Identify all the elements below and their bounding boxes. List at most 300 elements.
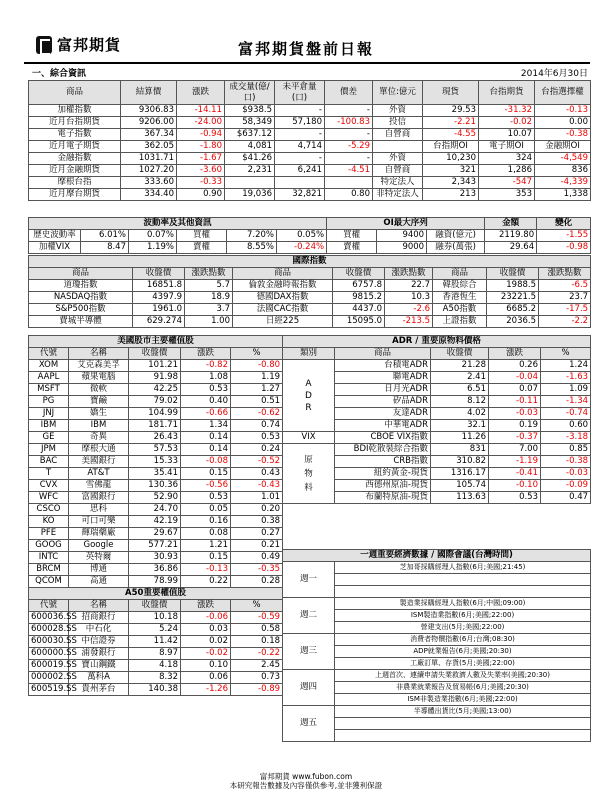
table-cell: Google	[69, 540, 129, 552]
table-cell: 0.53	[489, 492, 541, 504]
table-cell: 29.67	[129, 528, 181, 540]
table-cell: 600019.SS	[29, 660, 69, 672]
table-cell: 58,349	[225, 117, 275, 129]
event-item: 芝加哥採購經理人指數(6月;美國;21:45)	[335, 562, 591, 574]
table-cell: 1.27	[231, 384, 283, 396]
column-header: 金額	[485, 218, 537, 230]
table-cell: 600028.SS	[29, 624, 69, 636]
table-cell: -0.02	[181, 648, 231, 660]
column-header: 商品	[335, 348, 431, 360]
table-cell: 0.07%	[129, 230, 177, 242]
table-cell: 000002.SS	[29, 672, 69, 684]
table-row	[29, 304, 591, 316]
table-cell: 42.19	[129, 516, 181, 528]
table-row	[29, 189, 591, 201]
column-header: 現貨	[423, 81, 479, 105]
table-cell: 15.33	[129, 456, 181, 468]
footer	[0, 772, 612, 790]
table-cell: S&P500指數	[29, 304, 133, 316]
table-cell: -0.62	[231, 408, 283, 420]
table-cell: 金融期OI	[535, 141, 591, 153]
table-cell: 日經225	[233, 316, 333, 328]
table-cell: -0.22	[231, 648, 283, 660]
table-cell: -0.74	[541, 408, 591, 420]
table-cell: 電子指數	[29, 129, 121, 141]
table-title-row	[29, 588, 283, 600]
table-cell: 9400	[377, 230, 427, 242]
table-cell: 0.00	[535, 117, 591, 129]
table-cell: -4,549	[535, 153, 591, 165]
column-header: 漲跌	[181, 600, 231, 612]
table-row	[29, 540, 283, 552]
table-header-row	[283, 348, 591, 360]
table-header-row	[29, 600, 283, 612]
column-header: 類別	[283, 348, 335, 360]
table-cell: 美國銀行	[69, 456, 129, 468]
table-cell: 德國DAX指數	[233, 292, 333, 304]
table-cell: 79.02	[129, 396, 181, 408]
table-cell: 倫敦金融時報指數	[233, 280, 333, 292]
table-cell: CRB指數	[335, 456, 431, 468]
table-cell: 29.64	[485, 242, 537, 254]
table-cell: 萬科A	[69, 672, 129, 684]
table-row	[29, 141, 591, 153]
table-cell: 831	[431, 444, 489, 456]
table-cell: 法國CAC指數	[233, 304, 333, 316]
table-cell: 4.18	[129, 660, 181, 672]
table-cell: 費城半導體	[29, 316, 133, 328]
company-name: 富邦期貨	[57, 36, 122, 54]
table-cell: -1.26	[181, 684, 231, 696]
column-header: 結算價	[121, 81, 177, 105]
table-cell: 香港恆生	[433, 292, 487, 304]
table-cell: 浦發銀行	[69, 648, 129, 660]
event-item: ISM製造業指數(6月;美國;22:00)	[335, 610, 591, 622]
table-cell: -14.11	[177, 105, 225, 117]
table-cell: 0.74	[231, 420, 283, 432]
table-cell: 加權VIX	[29, 242, 81, 254]
table-cell: -0.10	[489, 480, 541, 492]
table-cell: 0.43	[231, 468, 283, 480]
table-row	[29, 516, 283, 528]
table-cell: 0.53	[181, 384, 231, 396]
column-header: 名稱	[69, 348, 129, 360]
table-cell: 629.274	[133, 316, 185, 328]
event-item	[335, 730, 591, 742]
table-cell: -	[275, 105, 325, 117]
table-cell: $637.12	[225, 129, 275, 141]
table-cell: 0.07	[489, 384, 541, 396]
table-cell: 9815.2	[333, 292, 385, 304]
column-header: 單位:億元	[373, 81, 423, 105]
column-header: 收盤價	[487, 268, 539, 280]
table-row	[283, 432, 591, 444]
table-cell: BAC	[29, 456, 69, 468]
table-cell: 0.40	[181, 396, 231, 408]
table-cell: A50指數	[433, 304, 487, 316]
table-row	[29, 672, 283, 684]
table-cell: 8.47	[81, 242, 129, 254]
table-cell: 321	[423, 165, 479, 177]
table-cell: 近月電子期貨	[29, 141, 121, 153]
weekday-label: 週五	[283, 706, 335, 742]
table-cell: 181.71	[129, 420, 181, 432]
table-row	[29, 384, 283, 396]
table-cell: 0.90	[177, 189, 225, 201]
column-header: 商品	[29, 268, 133, 280]
table-cell: 18.9	[185, 292, 233, 304]
column-header: 商品	[233, 268, 333, 280]
table-cell: -0.41	[489, 468, 541, 480]
table-cell: 嬌生	[69, 408, 129, 420]
table-cell: -24.00	[177, 117, 225, 129]
event-item: 消費者物價指數(6月;台灣;08:30)	[335, 634, 591, 646]
table-title-row	[29, 256, 591, 268]
table-cell: 52.90	[129, 492, 181, 504]
report-date: 2014年6月30日	[520, 69, 588, 79]
table-cell: 矽品ADR	[335, 396, 431, 408]
table-row	[29, 552, 283, 564]
table-cell: 213	[423, 189, 479, 201]
table-cell: IBM	[69, 420, 129, 432]
table-cell: 2,343	[423, 177, 479, 189]
event-item: 上週首次、連續申請失業救濟人數及失業率(美國;20:30)	[335, 670, 591, 682]
table-row	[29, 468, 283, 480]
table-cell: JPM	[29, 444, 69, 456]
table-cell: 21.28	[431, 360, 489, 372]
table-cell: 1.01	[231, 492, 283, 504]
table-cell: -3.60	[177, 165, 225, 177]
table-cell: -5.29	[325, 141, 373, 153]
table-cell: 0.03	[181, 624, 231, 636]
table-title-row	[283, 550, 591, 562]
table-cell: 英特爾	[69, 552, 129, 564]
table-cell: 1.09	[541, 384, 591, 396]
table-cell: 600030.SS	[29, 636, 69, 648]
column-header: 商品	[433, 268, 487, 280]
table-cell: 1,338	[535, 189, 591, 201]
column-header: 變化	[537, 218, 591, 230]
table-cell: -0.09	[541, 480, 591, 492]
table-cell: 0.27	[231, 528, 283, 540]
table-cell: 1961.0	[133, 304, 185, 316]
table-cell: CSCO	[29, 504, 69, 516]
table-row	[29, 360, 283, 372]
section-title: 國際指數	[29, 256, 591, 268]
table-cell: 6685.2	[487, 304, 539, 316]
table-title-row	[29, 336, 283, 348]
table-cell: 0.20	[231, 504, 283, 516]
table-cell: 2.41	[431, 372, 489, 384]
weekday-label: 週四	[283, 670, 335, 706]
table-cell: 6,241	[275, 165, 325, 177]
table-cell: 4437.0	[333, 304, 385, 316]
table-cell: 9306.83	[121, 105, 177, 117]
table-cell: -213.5	[385, 316, 433, 328]
table-row	[29, 117, 591, 129]
table-cell: 8.32	[129, 672, 181, 684]
table-cell: 8.12	[431, 396, 489, 408]
table-cell: -0.13	[535, 105, 591, 117]
table-cell: MSFT	[29, 384, 69, 396]
table-row	[29, 316, 591, 328]
table-cell: 非特定法人	[373, 189, 423, 201]
table-cell: 0.22	[181, 576, 231, 588]
table-cell: 0.05	[181, 504, 231, 516]
table-cell: 0.05%	[277, 230, 327, 242]
weekday-label: 週一	[283, 562, 335, 598]
table-cell: 賣權	[327, 242, 377, 254]
event-item: 非農業就業報告及貿易帳(6月;美國;20:30)	[335, 682, 591, 694]
table-cell: 富國銀行	[69, 492, 129, 504]
table-cell: -100.83	[325, 117, 373, 129]
table-cell: -0.89	[231, 684, 283, 696]
table-row	[29, 684, 283, 696]
table-cell: 57.53	[129, 444, 181, 456]
table-cell: 0.49	[231, 552, 283, 564]
table-cell: 6.51	[431, 384, 489, 396]
table-cell: 600036.SS	[29, 612, 69, 624]
table-cell: 0.02	[181, 636, 231, 648]
table-cell: 0.73	[231, 672, 283, 684]
column-header: 收盤價	[129, 348, 181, 360]
column-header: 成交量(億/口)	[225, 81, 275, 105]
table-cell: 577.21	[129, 540, 181, 552]
table-cell: 2,231	[225, 165, 275, 177]
table-cell: 摩根台指	[29, 177, 121, 189]
summary-table	[28, 80, 591, 201]
table-cell: 近月台指期貨	[29, 117, 121, 129]
table-row	[283, 706, 591, 718]
table-cell: $41.26	[225, 153, 275, 165]
event-item	[335, 586, 591, 598]
table-cell: -0.43	[231, 480, 283, 492]
event-item: ISM非製造業指數(6月;美國;22:00)	[335, 694, 591, 706]
table-cell: 310.82	[431, 456, 489, 468]
table-cell: -31.32	[479, 105, 535, 117]
section-title: 波動率及其他資訊	[29, 218, 327, 230]
table-cell: 30.93	[129, 552, 181, 564]
column-header: 漲跌點數	[185, 268, 233, 280]
table-cell: -0.59	[231, 612, 283, 624]
column-header: 漲跌	[181, 348, 231, 360]
column-header: 未平倉量(口)	[275, 81, 325, 105]
table-row	[283, 598, 591, 610]
table-cell: 8.97	[129, 648, 181, 660]
table-row	[29, 242, 591, 254]
table-cell: -0.03	[541, 468, 591, 480]
table-cell	[325, 177, 373, 189]
category-raw-materials: 原 物 料	[283, 444, 335, 504]
table-cell: -3.18	[541, 432, 591, 444]
table-cell: 9206.00	[121, 117, 177, 129]
table-cell: -0.35	[231, 564, 283, 576]
table-cell: 布蘭特原油-現貨	[335, 492, 431, 504]
table-cell: 中華電ADR	[335, 420, 431, 432]
table-cell: -4.55	[423, 129, 479, 141]
table-header-row	[29, 348, 283, 360]
table-row	[29, 528, 283, 540]
table-cell: 自營商	[373, 165, 423, 177]
table-cell: 買權	[327, 230, 377, 242]
table-cell: 近月摩台期貨	[29, 189, 121, 201]
table-cell: 333.60	[121, 177, 177, 189]
table-cell: 26.43	[129, 432, 181, 444]
table-cell: 0.28	[231, 576, 283, 588]
table-cell: 特定法人	[373, 177, 423, 189]
table-cell: 0.80	[325, 189, 373, 201]
table-cell: 78.99	[129, 576, 181, 588]
table-cell: 0.51	[231, 396, 283, 408]
table-cell: -2.6	[385, 304, 433, 316]
table-cell: 101.21	[129, 360, 181, 372]
table-cell: 0.19	[489, 420, 541, 432]
column-header: 名稱	[69, 600, 129, 612]
table-row	[283, 634, 591, 646]
category-adr: A D R	[283, 360, 335, 432]
table-cell: INTC	[29, 552, 69, 564]
section-title: OI最大序列	[327, 218, 485, 230]
table-cell: 600519.SS	[29, 684, 69, 696]
table-cell: 113.63	[431, 492, 489, 504]
table-cell: -	[325, 153, 373, 165]
table-cell: 聯電ADR	[335, 372, 431, 384]
table-cell: 7.00	[489, 444, 541, 456]
table-row	[29, 576, 283, 588]
table-cell: -2.2	[539, 316, 591, 328]
section-bar	[28, 66, 590, 78]
table-cell: -0.56	[181, 480, 231, 492]
weekly-calendar-table	[282, 549, 591, 742]
table-cell: -547	[479, 177, 535, 189]
table-cell: 0.24	[231, 444, 283, 456]
table-cell: 36.86	[129, 564, 181, 576]
table-row	[29, 105, 591, 117]
table-title-row	[283, 336, 591, 348]
table-cell: 融資(億元)	[427, 230, 485, 242]
table-cell: -0.80	[231, 360, 283, 372]
table-row	[29, 456, 283, 468]
event-item: 半導體出貨比(5月;美國;13:00)	[335, 706, 591, 718]
table-cell: 0.15	[181, 468, 231, 480]
table-cell: GOOG	[29, 540, 69, 552]
table-cell: -1.34	[541, 396, 591, 408]
table-cell: -	[275, 153, 325, 165]
table-cell: -1.55	[537, 230, 591, 242]
table-row	[29, 444, 283, 456]
us-stocks-table	[28, 335, 283, 696]
table-cell: 1.24	[541, 360, 591, 372]
column-header: %	[231, 600, 283, 612]
header-divider	[24, 62, 590, 64]
column-header: 收盤價	[129, 600, 181, 612]
table-cell: 0.15	[181, 552, 231, 564]
table-cell: 上證指數	[433, 316, 487, 328]
table-cell: JNJ	[29, 408, 69, 420]
table-cell: 2036.5	[487, 316, 539, 328]
table-cell: -17.5	[539, 304, 591, 316]
table-cell: 0.26	[489, 360, 541, 372]
column-header: 漲跌點數	[385, 268, 433, 280]
table-cell: 0.08	[181, 528, 231, 540]
table-row	[29, 280, 591, 292]
column-header: 代號	[29, 600, 69, 612]
column-header: 漲跌	[177, 81, 225, 105]
table-cell: 362.05	[121, 141, 177, 153]
table-cell: XOM	[29, 360, 69, 372]
table-cell: KO	[29, 516, 69, 528]
table-cell: 中石化	[69, 624, 129, 636]
table-cell: WFC	[29, 492, 69, 504]
table-cell: 11.42	[129, 636, 181, 648]
table-cell: AT&T	[69, 468, 129, 480]
table-cell: 加權指數	[29, 105, 121, 117]
table-cell: 寶鹼	[69, 396, 129, 408]
column-header: 台指選擇權	[535, 81, 591, 105]
table-cell: -1.63	[541, 372, 591, 384]
table-row	[29, 636, 283, 648]
table-cell: 台積電ADR	[335, 360, 431, 372]
column-header: 商品	[29, 81, 121, 105]
column-header: 價差	[325, 81, 373, 105]
table-cell: -0.52	[231, 456, 283, 468]
table-cell: 29.53	[423, 105, 479, 117]
table-cell: 自營商	[373, 129, 423, 141]
table-cell: 1031.71	[121, 153, 177, 165]
table-cell: 蘋果電腦	[69, 372, 129, 384]
table-cell: 1,286	[479, 165, 535, 177]
table-row	[283, 360, 591, 372]
table-cell: 0.10	[181, 660, 231, 672]
table-cell: 334.40	[121, 189, 177, 201]
table-row	[283, 562, 591, 574]
table-cell: 23221.5	[487, 292, 539, 304]
table-cell: 6.01%	[81, 230, 129, 242]
table-cell: 1.21	[181, 540, 231, 552]
column-header: %	[541, 348, 591, 360]
table-cell: 600000.SS	[29, 648, 69, 660]
table-cell: -1.67	[177, 153, 225, 165]
table-cell: 10.18	[129, 612, 181, 624]
table-header-row	[29, 81, 591, 105]
table-cell: $938.5	[225, 105, 275, 117]
table-cell: 1316.17	[431, 468, 489, 480]
table-cell: 買權	[177, 230, 227, 242]
column-header: 收盤價	[133, 268, 185, 280]
table-cell: 1.00	[185, 316, 233, 328]
table-cell: -2.21	[423, 117, 479, 129]
table-cell: 42.25	[129, 384, 181, 396]
table-cell: 0.58	[231, 624, 283, 636]
table-cell: 近月金融期貨	[29, 165, 121, 177]
column-header: 收盤價	[431, 348, 489, 360]
report-title: 富邦期貨盤前日報	[237, 40, 374, 58]
table-cell: -	[325, 105, 373, 117]
table-cell: 輝瑞藥廠	[69, 528, 129, 540]
adr-table	[282, 335, 591, 504]
table-cell: 24.70	[129, 504, 181, 516]
column-header: 收盤價	[333, 268, 385, 280]
table-cell: 10,230	[423, 153, 479, 165]
table-cell: -0.38	[541, 456, 591, 468]
table-cell: 思科	[69, 504, 129, 516]
table-cell: 2.45	[231, 660, 283, 672]
event-item: 工廠訂單、存貨(5月;美國;22:00)	[335, 658, 591, 670]
event-item: 製造業採購經理人指數(6月;中國;09:00)	[335, 598, 591, 610]
section-title: A50重要權值股	[29, 588, 283, 600]
table-row	[29, 492, 283, 504]
table-cell: 高通	[69, 576, 129, 588]
